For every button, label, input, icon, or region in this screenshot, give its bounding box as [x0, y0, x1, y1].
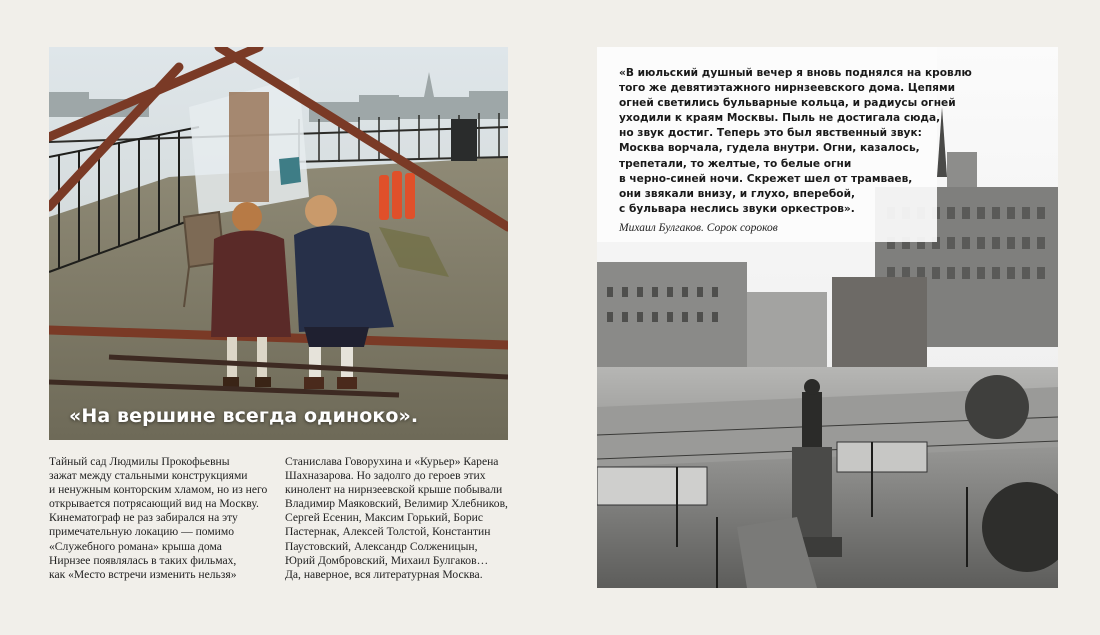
body-text-column-1 — [49, 455, 267, 582]
text-line: Нирнзее появлялась в таких фильмах, — [49, 553, 237, 567]
text-line: и ненужным конторским хламом, но из него — [49, 483, 268, 497]
quote-line: они звякали внизу, и глухо, вперебой, — [619, 187, 856, 200]
rooftop-photo-illustration — [49, 47, 508, 440]
rooftop-photo — [49, 47, 508, 440]
text-line: Паустовский, Александр Солженицын, — [285, 539, 478, 553]
quote-line: с бульвара неслись звуки оркестров». — [619, 202, 855, 215]
quote-line: трепетали, то желтые, то белые огни — [619, 157, 852, 170]
text-line: как «Место встречи изменить нельзя» — [49, 567, 237, 581]
text-line: «Служебного романа» крыша дома — [49, 539, 222, 553]
text-line: Кинематограф не раз забирался на эту — [49, 511, 238, 525]
quote-line: Москва ворчала, гудела внутри. Огни, казалось, — [619, 142, 920, 155]
text-line: Шахназарова. Но задолго до героев этих — [285, 469, 486, 483]
quote-line: в черно-синей ночи. Скрежет шел от трамваев, — [619, 172, 913, 185]
text-line: Пастернак, Алексей Толстой, Константин — [285, 525, 491, 539]
text-line: открывается потрясающий вид на Москву. — [49, 497, 259, 511]
text-line: Сергей Есенин, Максим Горький, Борис — [285, 511, 483, 525]
quote-attribution: Михаил Булгаков. Сорок сороков — [619, 222, 778, 234]
bulgakov-quote — [619, 66, 972, 217]
text-line: Юрий Домбровский, Михаил Булгаков… — [285, 553, 489, 567]
text-line: Владимир Маяковский, Велимир Хлебников, — [285, 497, 508, 511]
quote-line: уходили к краям Москвы. Пыль не достигала сюда, — [619, 112, 941, 125]
photo-caption: «На вершине всегда одиноко». — [69, 405, 419, 427]
text-line: кинолент на нирнзеевской крыше побывали — [285, 483, 503, 497]
text-line: Да, наверное, вся литературная Москва. — [285, 567, 483, 581]
text-line: зажат между стальными конструкциями — [49, 469, 248, 483]
quote-line: огней светились бульварные кольца, и радиусы огней — [619, 97, 956, 110]
quote-line: но звук достиг. Теперь это был явственный звук: — [619, 127, 922, 140]
quote-line: «В июльский душный вечер я вновь поднялся на кровлю — [619, 67, 972, 79]
text-line: Станислава Говорухина и «Курьер» Карена — [285, 455, 499, 468]
body-text-column-2 — [285, 455, 508, 582]
quote-line: того же девятиэтажного нирнзеевского дома. Цепями — [619, 82, 956, 95]
historic-moscow-photo — [597, 47, 1058, 588]
text-line: примечательную локацию — помимо — [49, 525, 235, 539]
text-line: Тайный сад Людмилы Прокофьевны — [49, 455, 230, 468]
